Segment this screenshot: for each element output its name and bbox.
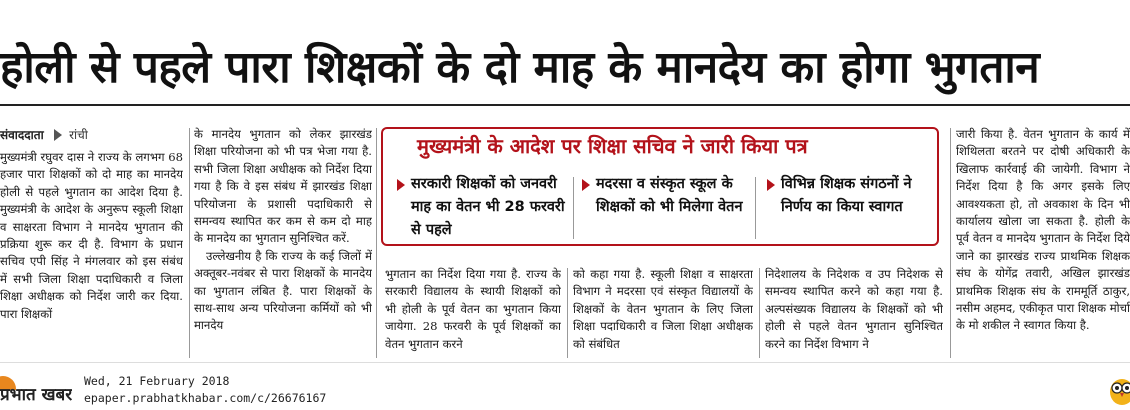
- edition-date: Wed, 21 February 2018: [84, 374, 230, 388]
- paragraph: जारी किया है. वेतन भुगतान के कार्य में शिथिलता बरतने पर दोषी अधिकारी के खिलाफ कार्रवाई की जायेगी. विभाग ने निर्देश दिया है कि अगर इसके लिए आवश्यकता हो, तो अवकाश के दिन भी कार्यालय खोला जा सकता है. होली के पूर्व वेतन व मानदेय भुगतान के निर्देश दिये जाने का झारखंड राज्य प्राथमिक शिक्षक संघ के योगेंद्र तवारी, अखिल झारखंड प्राथमिक शिक्षक संघ के राममूर्ति ठाकुर, नसीम अहमद, एकीकृत पारा शिक्षक मोर्चा के मो शकील ने स्वागत किया है.: [956, 127, 1130, 333]
- prabhat-khabar-logo: [0, 376, 72, 406]
- point-divider: [755, 177, 756, 239]
- column-divider: [189, 128, 190, 358]
- column-divider: [376, 128, 377, 358]
- paragraph: मुख्यमंत्री रघुवर दास ने राज्य के लगभग 68 हजार पारा शिक्षकों को दो माह का मानदेय होली से पहले भुगतान का आदेश दिया है. मुख्यमंत्री के आदेश के अनुरूप स्कूली शिक्षा व साक्षरता विभाग ने मानदेय भुगतान की प्रक्रिया शुरू कर दी है. विभाग के प्रधान सचिव एपी सिंह ने मंगलवार को इस संबंध में सभी जिला शिक्षा पदाधिकारी व जिला शिक्षा अधीक्षक को निर्देश जारी कर दिया. पारा शिक्षकों: [0, 150, 183, 321]
- column-divider: [950, 128, 951, 358]
- byline-location: रांची: [69, 128, 88, 142]
- highlight-point-3: विभिन्न शिक्षक संगठनों ने निर्णय का किया स्वागत: [781, 173, 921, 245]
- arrow-icon: [397, 179, 405, 191]
- arrow-icon: [767, 179, 775, 191]
- paragraph: उल्लेखनीय है कि राज्य के कई जिलों में अक्तूबर-नवंबर से पारा शिक्षकों के मानदेय का भुगतान लंबित है. पारा शिक्षकों के साथ-साथ अन्य परियोजना कर्मियों को भी मानदेय: [194, 248, 372, 333]
- highlight-point-1: सरकारी शिक्षकों को जनवरी माह का वेतन भी 28 फरवरी से पहले: [411, 173, 571, 245]
- column-divider: [759, 268, 760, 358]
- paragraph: भुगतान का निर्देश दिया गया है. राज्य के सरकारी विद्यालय के स्थायी शिक्षकों को भी होली के पूर्व वेतन का भुगतान किया जायेगा. 28 फरवरी के पूर्व शिक्षकों का वेतन भुगतान करने: [385, 267, 561, 351]
- highlight-box-title: मुख्यमंत्री के आदेश पर शिक्षा सचिव ने जारी किया पत्र: [417, 134, 808, 158]
- byline: [0, 126, 183, 144]
- play-arrow-icon: [54, 129, 62, 141]
- article-column-5: [765, 266, 943, 362]
- byline-author: संवाददाता: [0, 128, 44, 142]
- logo-text: प्रभात खबर: [0, 385, 72, 405]
- article-column-6: [956, 126, 1130, 362]
- owl-icon: [1108, 368, 1130, 406]
- highlight-box: [381, 127, 939, 246]
- paragraph: के मानदेय भुगतान को लेकर झारखंड शिक्षा परियोजना को भी पत्र भेजा गया है. सभी जिला शिक्षा अधीक्षक को निर्देश दिया गया है कि वे इस संबंध में झारखंड शिक्षा परियोजना के प्रशासी पदाधिकारी से समन्वय स्थापित कर कम से कम दो माह के मानदेय का भुगतान सुनिश्चित करें.: [194, 127, 372, 246]
- article-column-2: [194, 126, 372, 362]
- paragraph: को कहा गया है. स्कूली शिक्षा व साक्षरता विभाग ने मदरसा एवं संस्कृत विद्यालयों के शिक्षकों के वेतन भुगतान के लिए जिला शिक्षा पदाधिकारी व जिला शिक्षा अधीक्षक को संबंधित: [573, 267, 753, 351]
- headline-rule: [0, 104, 1130, 106]
- column-divider: [567, 268, 568, 358]
- footer-divider: [0, 362, 1130, 363]
- headline: होली से पहले पारा शिक्षकों के दो माह के मानदेय का होगा भुगतान: [0, 42, 1040, 93]
- point-divider: [573, 177, 574, 239]
- highlight-point-2: मदरसा व संस्कृत स्कूल के शिक्षकों को भी मिलेगा वेतन: [596, 173, 746, 245]
- article-column-4: [573, 266, 753, 362]
- article-column-3: [385, 266, 561, 362]
- paragraph: निदेशालय के निदेशक व उप निदेशक से समन्वय स्थापित करने को कहा गया है. अल्पसंख्यक विद्यालय के शिक्षकों को भी होली से पहले वेतन भुगतान सुनिश्चित करने का निर्देश विभाग ने: [765, 267, 943, 351]
- arrow-icon: [582, 179, 590, 191]
- footer-meta: [84, 373, 326, 407]
- epaper-link[interactable]: epaper.prabhatkhabar.com/c/26676167: [84, 391, 327, 405]
- article-column-1: [0, 126, 183, 362]
